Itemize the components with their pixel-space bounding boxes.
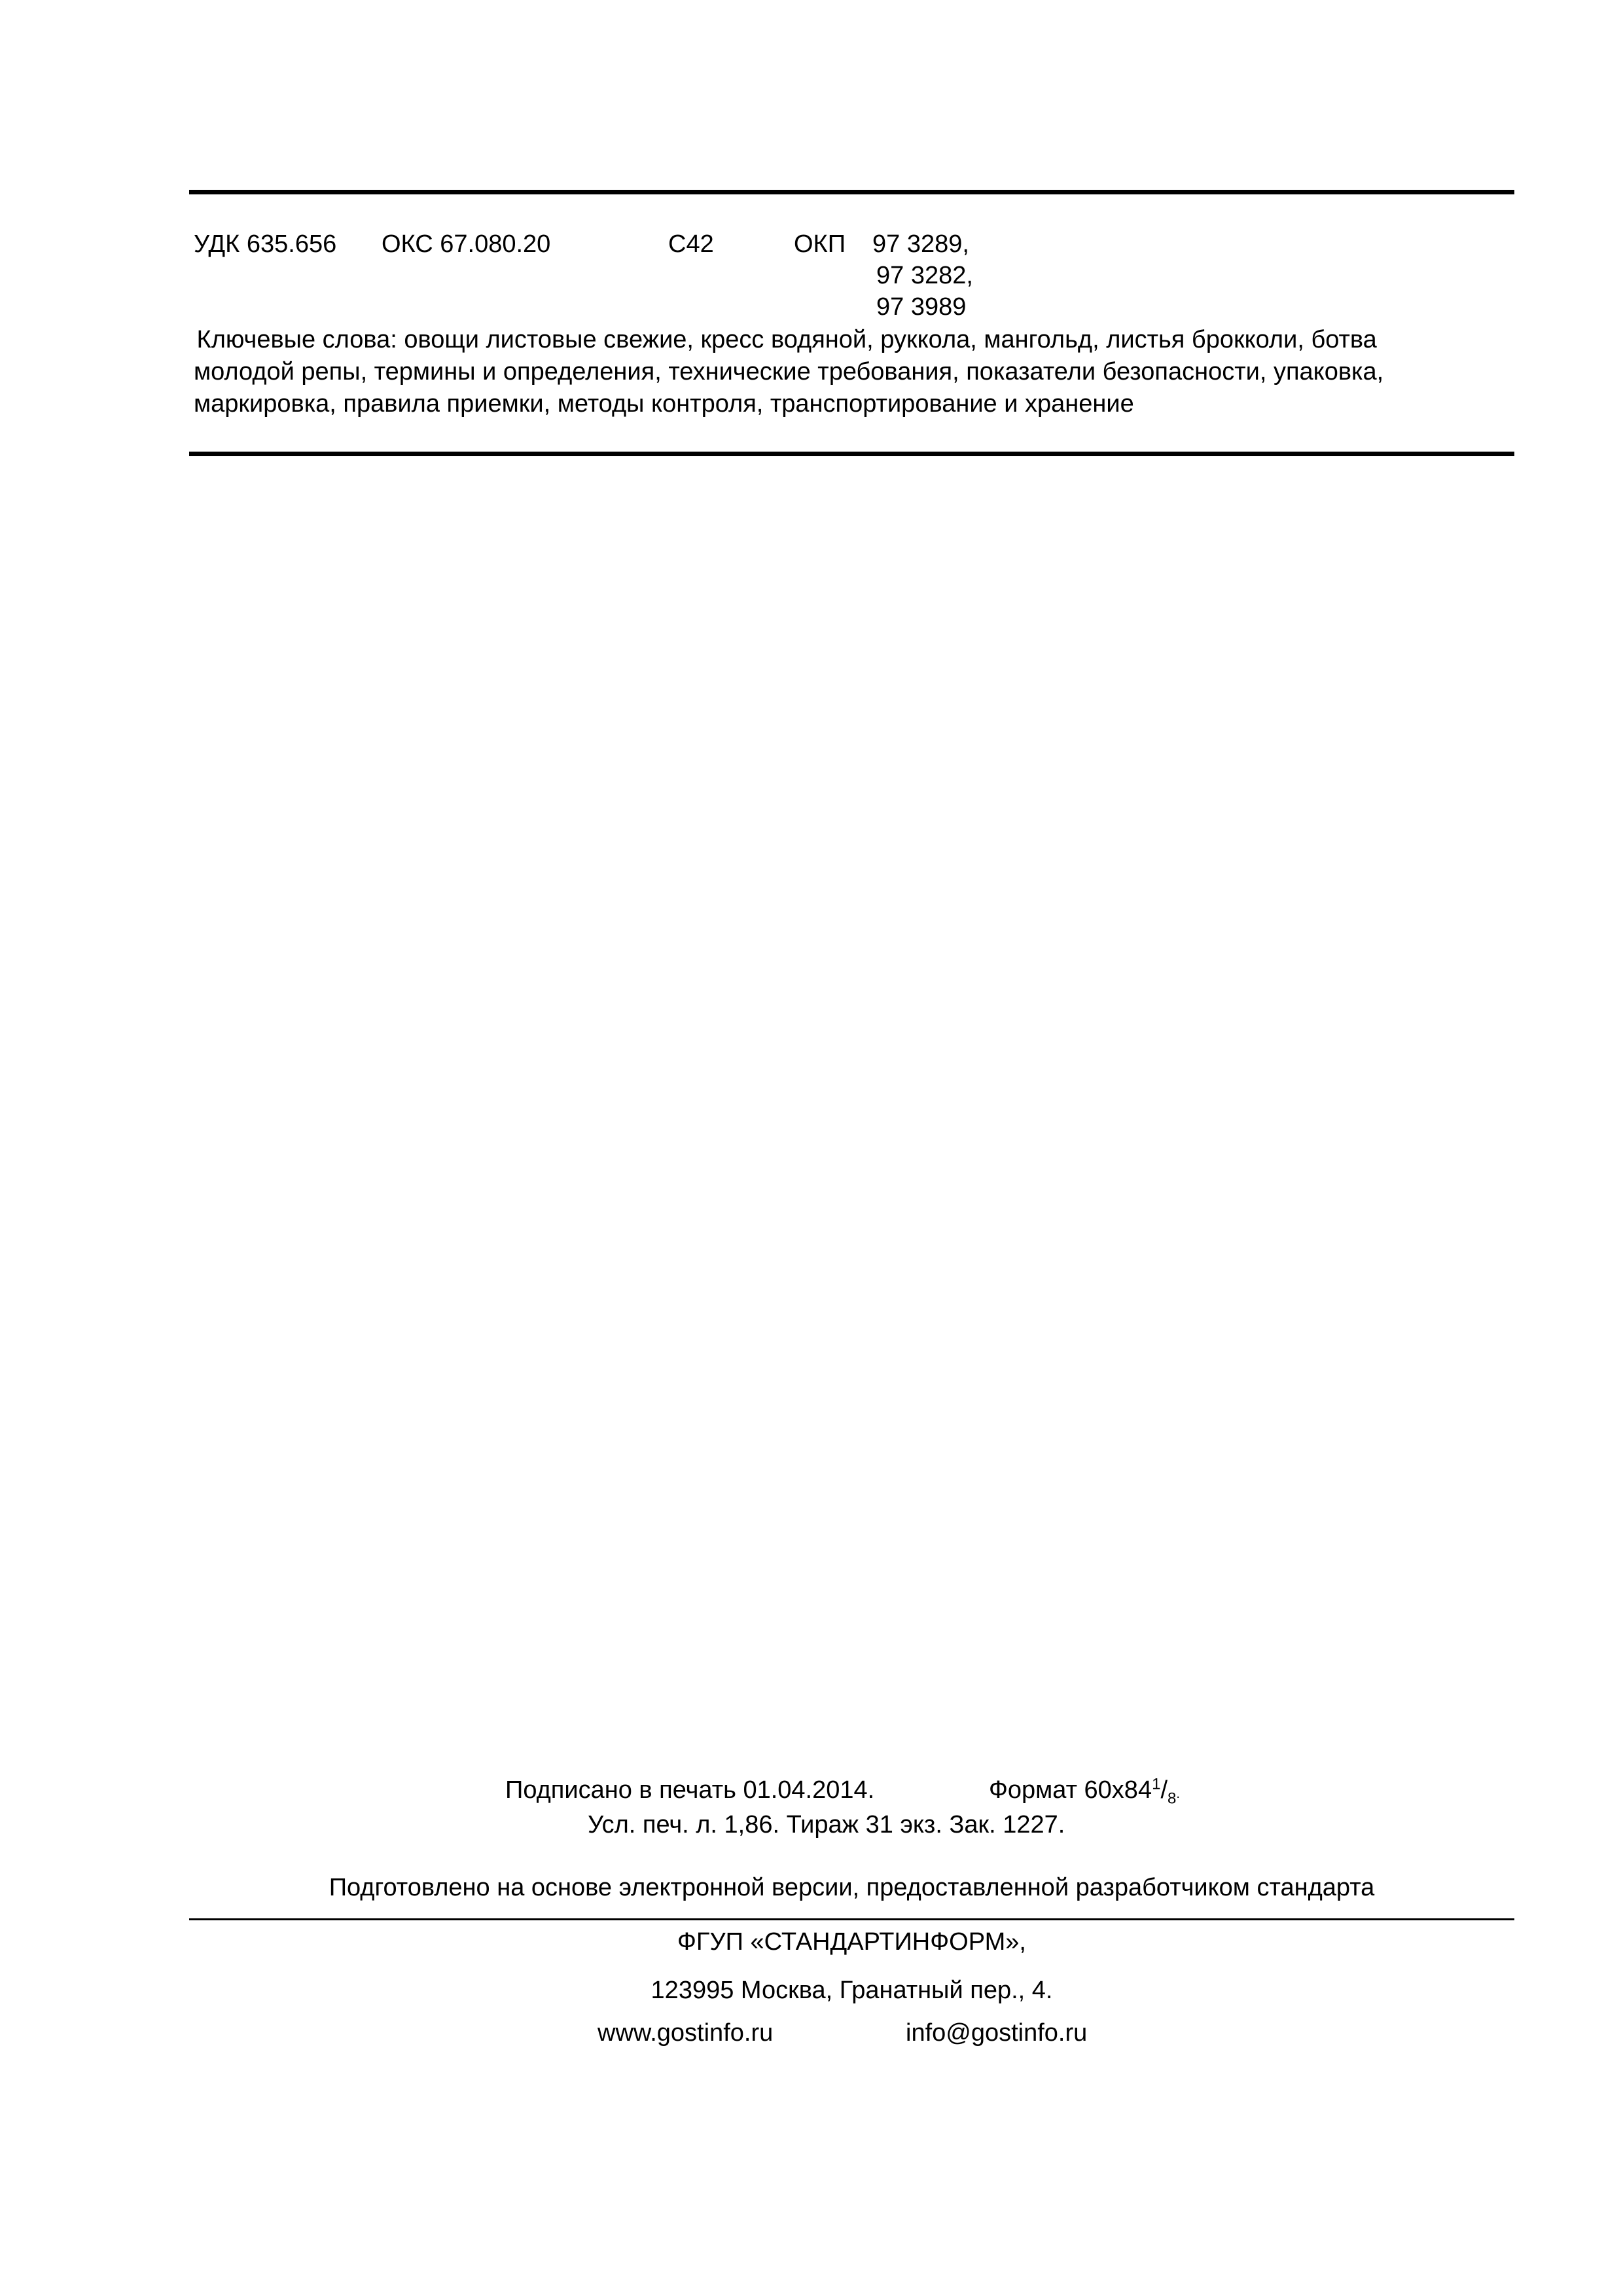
keywords-line: молодой репы, термины и определения, технические требования, показатели безопасности, упаковка, bbox=[194, 358, 1384, 386]
publisher-address: 123995 Москва, Гранатный пер., 4. bbox=[651, 1977, 1053, 2004]
paper-format-denominator: 8 bbox=[1168, 1789, 1177, 1808]
publisher-email[interactable]: info@gostinfo.ru bbox=[906, 2019, 1088, 2047]
keywords-line: маркировка, правила приемки, методы контроля, транспортирование и хранение bbox=[194, 390, 1134, 418]
print-info: Усл. печ. л. 1,86. Тираж 31 экз. Зак. 1227. bbox=[588, 1811, 1065, 1839]
paper-format-slash: / bbox=[1160, 1776, 1168, 1804]
publisher-name: ФГУП «СТАНДАРТИНФОРМ», bbox=[677, 1928, 1026, 1956]
keywords-line: Ключевые слова: овощи листовые свежие, кресс водяной, руккола, мангольд, листья брокколи, ботва bbox=[190, 326, 1377, 353]
publisher-website[interactable]: www.gostinfo.ru bbox=[597, 2019, 774, 2047]
paper-format-text: Формат 60x84 bbox=[989, 1776, 1152, 1804]
oks-code: ОКС 67.080.20 bbox=[382, 230, 551, 258]
keywords-bottom-rule bbox=[189, 452, 1514, 456]
publisher-rule bbox=[189, 1918, 1514, 1920]
paper-format-numerator: 1 bbox=[1152, 1775, 1161, 1793]
okp-code: 97 3989 bbox=[876, 293, 967, 321]
okp-code: 97 3289, bbox=[872, 230, 969, 258]
paper-format bbox=[989, 1775, 1180, 1808]
okp-label: ОКП bbox=[794, 230, 846, 258]
top-rule bbox=[189, 190, 1514, 194]
paper-format-dot: . bbox=[1176, 1787, 1180, 1801]
signed-date: Подписано в печать 01.04.2014. bbox=[505, 1776, 875, 1804]
udk-code: УДК 635.656 bbox=[194, 230, 337, 258]
okp-code: 97 3282, bbox=[876, 262, 973, 289]
category-code: С42 bbox=[668, 230, 714, 258]
keywords-block bbox=[190, 324, 1519, 420]
prepared-note: Подготовлено на основе электронной версии, предоставленной разработчиком стандарта bbox=[329, 1874, 1375, 1901]
